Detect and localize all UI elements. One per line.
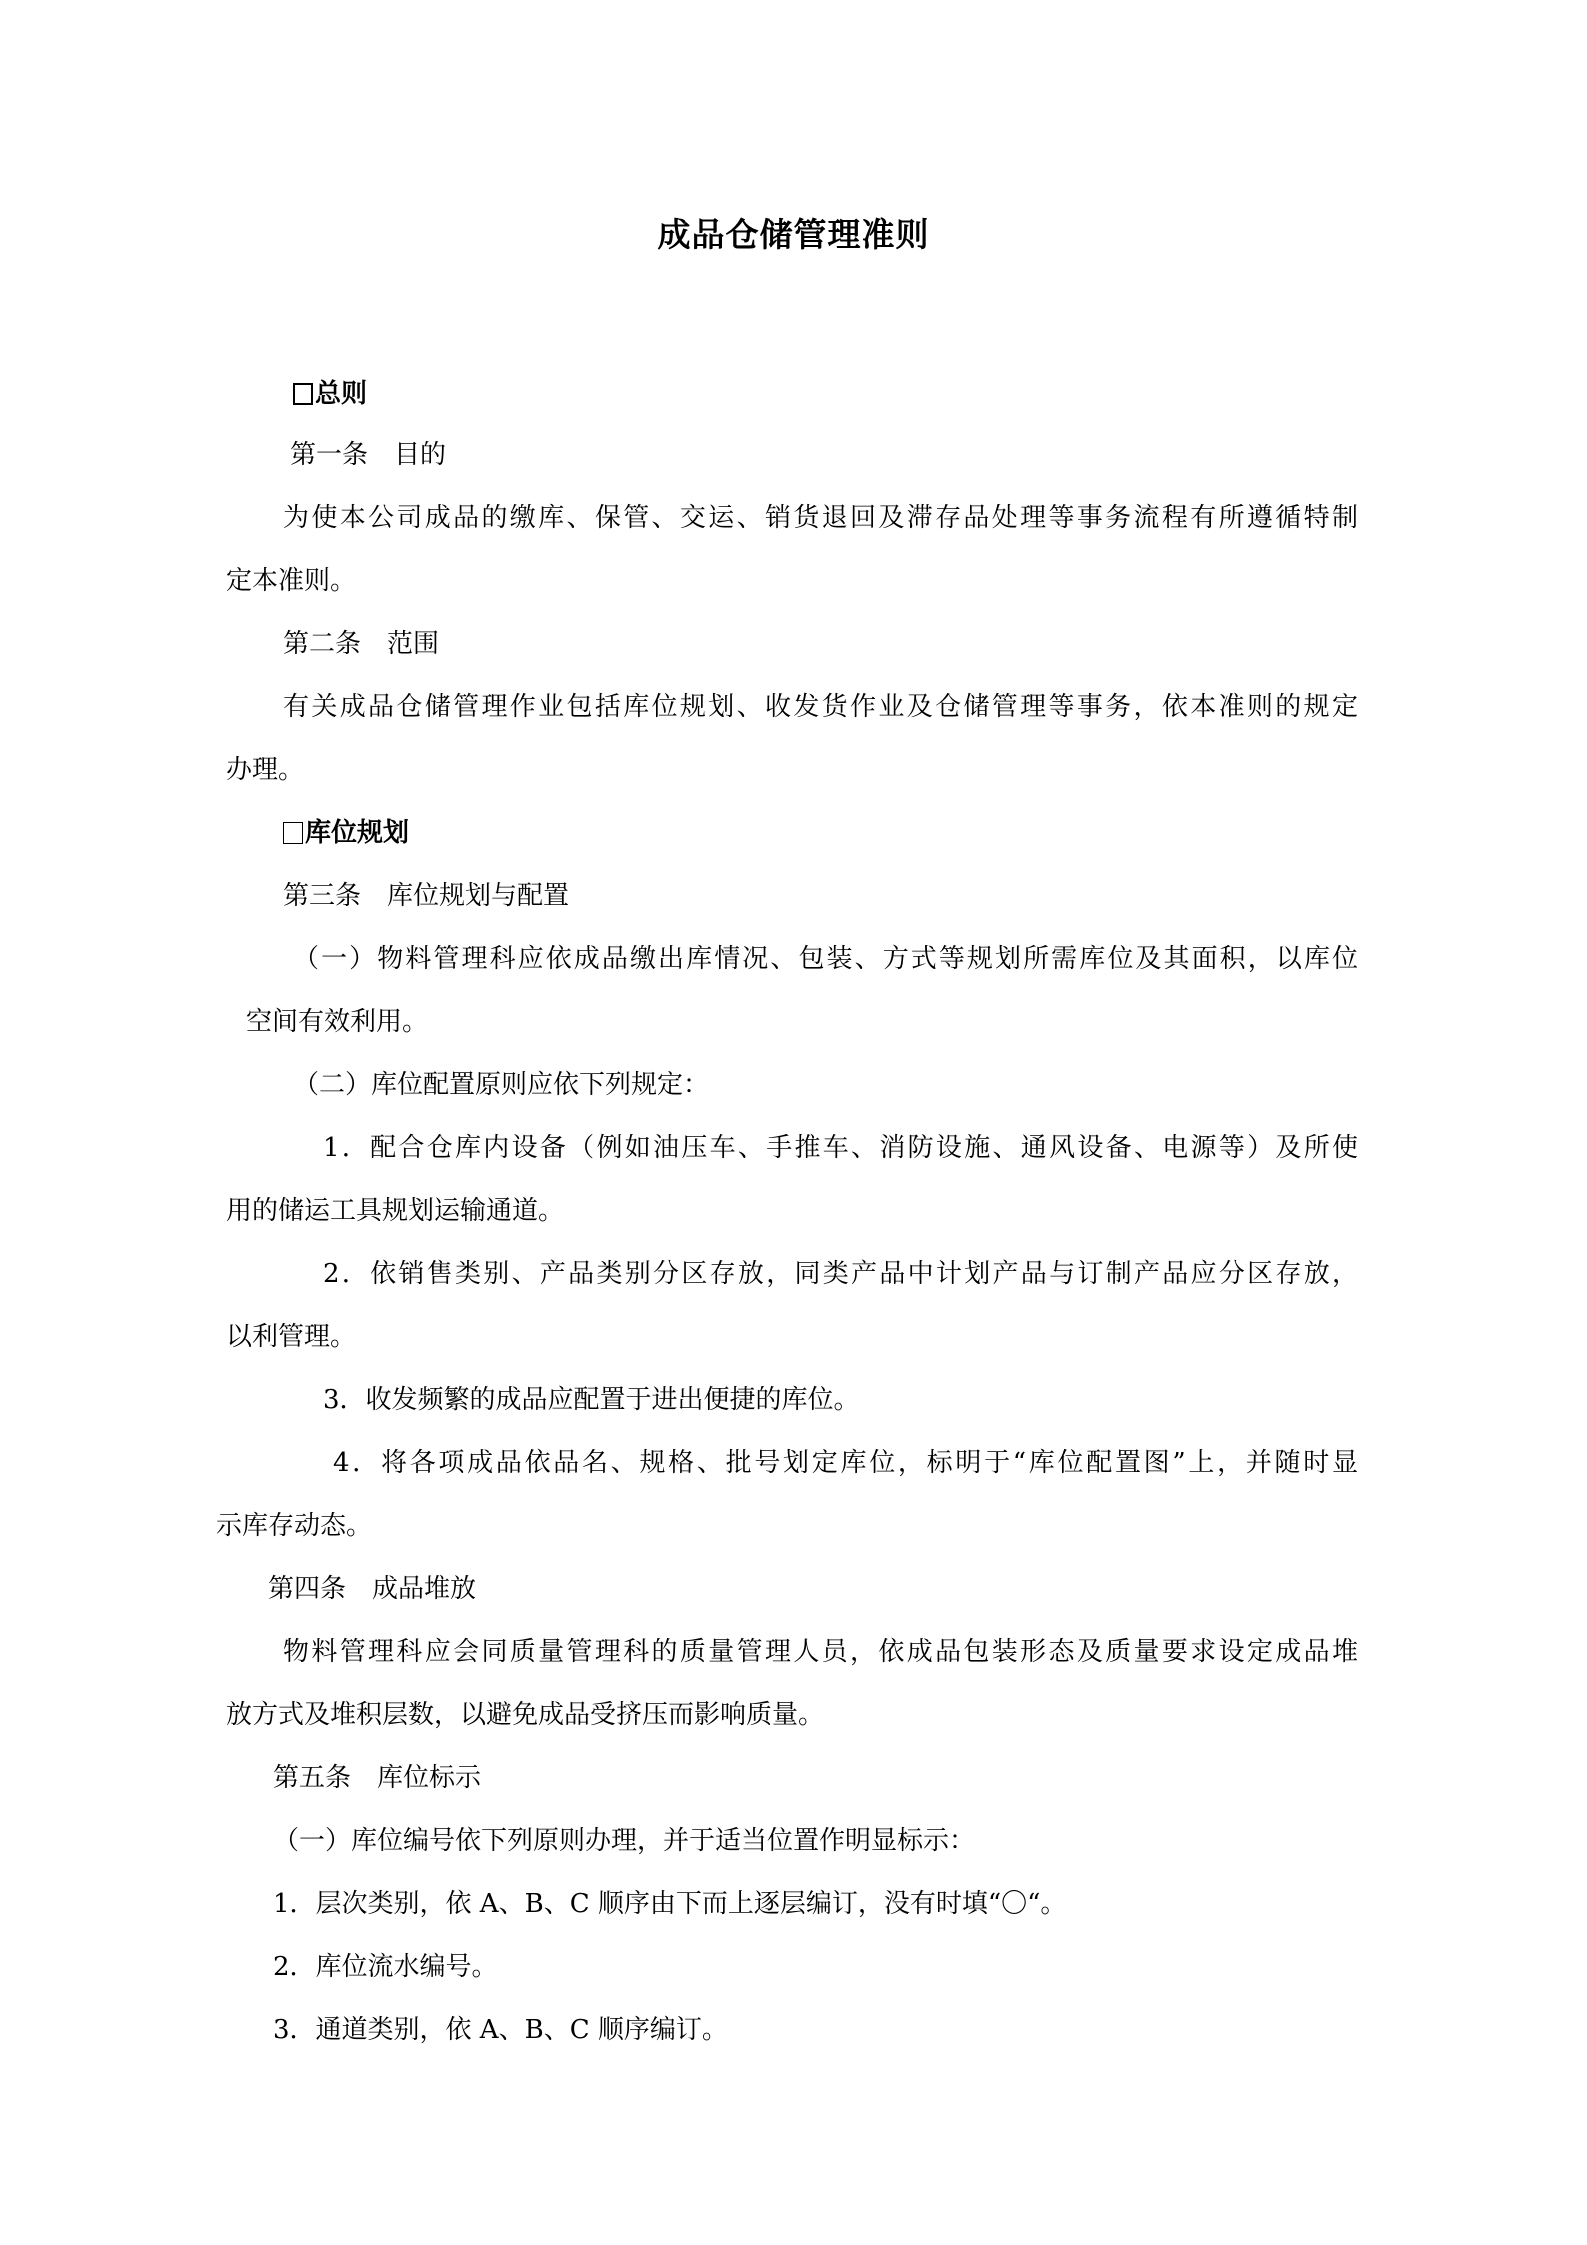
article-1-paragraph-line1: 为使本公司成品的缴库、保管、交运、销货退回及滞存品处理等事务流程有所遵循特制 xyxy=(283,503,1358,533)
article-4-paragraph-line2: 放方式及堆积层数，以避免成品受挤压而影响质量。 xyxy=(226,1700,825,1730)
article-4-label: 第四条 成品堆放 xyxy=(268,1574,477,1604)
article-3-sub2-line2: 以利管理。 xyxy=(226,1322,357,1352)
document-title: 成品仓储管理准则 xyxy=(657,215,930,254)
article-1-paragraph-line2: 定本准则。 xyxy=(226,566,357,596)
section-heading-label: 库位规划 xyxy=(305,818,410,848)
article-3-sub4-line2: 示库存动态。 xyxy=(216,1511,373,1541)
section-heading-general xyxy=(293,374,367,414)
article-5-sub3: 3．通道类别，依 A、B、C 顺序编订。 xyxy=(273,2015,728,2045)
checkbox-square-icon xyxy=(283,822,303,844)
article-3-sub3: 3．收发频繁的成品应配置于进出便捷的库位。 xyxy=(323,1385,860,1415)
article-3-sub4-line1: 4．将各项成品依品名、规格、批号划定库位，标明于“库位配置图”上，并随时显 xyxy=(333,1448,1358,1478)
article-4-paragraph-line1: 物料管理科应会同质量管理科的质量管理人员，依成品包装形态及质量要求设定成品堆 xyxy=(283,1637,1358,1667)
article-2-label: 第二条 范围 xyxy=(283,629,440,659)
article-5-sub2: 2．库位流水编号。 xyxy=(273,1952,498,1982)
checkbox-square-icon xyxy=(293,383,313,405)
article-5-label: 第五条 库位标示 xyxy=(273,1763,482,1793)
article-3-sub2-line1: 2．依销售类别、产品类别分区存放，同类产品中计划产品与订制产品应分区存放， xyxy=(323,1259,1358,1289)
section-heading-label: 总则 xyxy=(315,379,368,409)
section-heading-storage-planning xyxy=(283,813,409,853)
article-3-sub1-line1: 1．配合仓库内设备（例如油压车、手推车、消防设施、通风设备、电源等）及所使 xyxy=(323,1133,1358,1163)
article-3-item1-line1: （一）物料管理科应依成品缴出库情况、包装、方式等规划所需库位及其面积，以库位 xyxy=(293,944,1358,974)
article-3-sub1-line2: 用的储运工具规划运输通道。 xyxy=(226,1196,565,1226)
article-5-item1: （一）库位编号依下列原则办理，并于适当位置作明显标示： xyxy=(273,1826,976,1856)
article-3-item2: （二）库位配置原则应依下列规定： xyxy=(293,1070,710,1100)
article-5-sub1: 1．层次类别，依 A、B、C 顺序由下而上逐层编订，没有时填“〇“。 xyxy=(273,1889,1067,1919)
article-3-label: 第三条 库位规划与配置 xyxy=(283,881,570,911)
article-3-item1-line2: 空间有效利用。 xyxy=(246,1007,429,1037)
article-2-paragraph-line2: 办理。 xyxy=(226,755,305,785)
article-1-label: 第一条 目的 xyxy=(290,440,447,470)
article-2-paragraph-line1: 有关成品仓储管理作业包括库位规划、收发货作业及仓储管理等事务，依本准则的规定 xyxy=(283,692,1358,722)
